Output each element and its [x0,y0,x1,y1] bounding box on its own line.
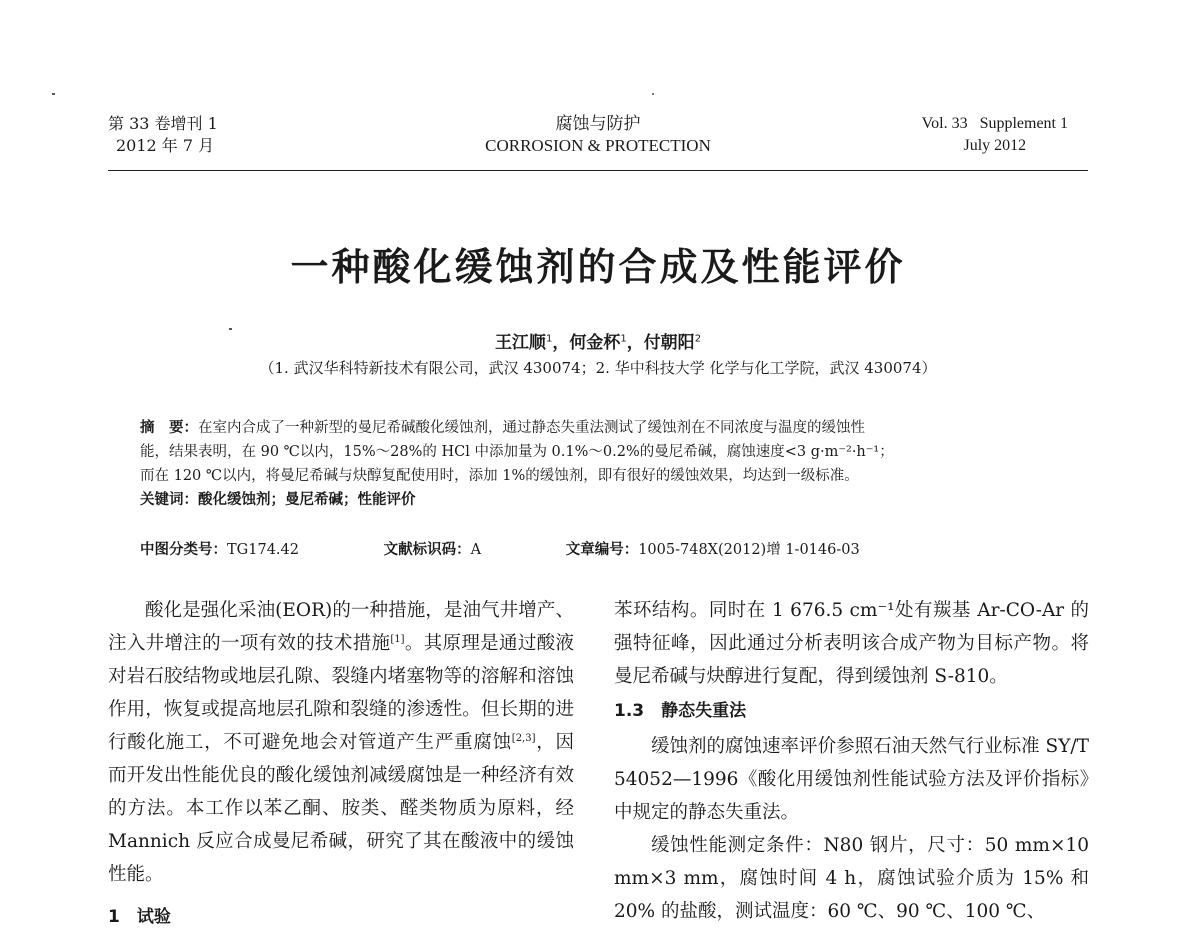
author-affiliation-mark: 1 [620,333,627,345]
section-heading: 1 试验 [108,907,171,927]
article-number-label: 文章编号： [565,542,639,558]
clc-value: TG174.42 [227,542,299,558]
header-rule [108,170,1088,171]
journal-name-cn: 腐蚀与防护 [555,114,641,134]
keywords [140,488,1080,512]
body-column-left [108,594,574,936]
affiliations: （1. 武汉华科特新技术有限公司，武汉 430074；2. 华中科技大学 化学与化工学院，武汉 430074） [259,359,937,377]
paragraph: 苯环结构。同时在 1 676.5 cm⁻¹处有羰基 Ar-CO-Ar 的强特征峰，因此通过分析表明该合成产物为目标产物。将曼尼希碱与炔醇进行复配，得到缓蚀剂 S-810。 [614,600,1089,687]
doc-code-label: 文献标识码： [383,542,471,558]
classification-info [140,538,940,559]
author-separator: ， [552,333,570,353]
volume-en: Vol. 33 Supplement 1 [921,115,1068,132]
abstract-line [140,416,1080,440]
paragraph-text: 酸化是强化采油(EOR)的一种措施，是油气井增产、注入井增注的一项有效的技术措施 [108,600,574,654]
keywords-text: 酸化缓蚀剂；曼尼希碱；性能评价 [198,492,416,508]
scan-speck [652,93,654,95]
author-list [0,328,1196,353]
date-en: July 2012 [963,137,1027,154]
article-number-value: 1005-748X(2012)增 1-0146-03 [638,542,860,558]
author-name: 何金杯 [569,333,621,353]
abstract [140,416,1080,512]
author-separator: ， [626,333,644,353]
volume-issue: 第 33 卷增刊 1 [108,114,218,133]
journal-name-en: CORROSION & PROTECTION [485,136,711,155]
section-heading: 1.3 静态失重法 [614,701,747,721]
author-affiliation-mark: 1 [545,333,553,345]
doc-code-value: A [470,542,482,558]
paragraph: 缓蚀剂的腐蚀速率评价参照石油天然气行业标准 SY/T 54052—1996《酸化用缓蚀剂性能试验方法及评价指标》中规定的静态失重法。 [614,736,1089,823]
author-affiliation-mark: 2 [694,333,702,345]
body-column-right [614,594,1089,928]
clc-label: 中图分类号： [140,542,227,558]
article-title: 一种酸化缓蚀剂的合成及性能评价 [290,245,906,289]
abstract-text: 在室内合成了一种新型的曼尼希碱酸化缓蚀剂，通过静态失重法测试了缓蚀剂在不同浓度与温度的缓蚀性 [198,420,865,436]
issue-date: 2012 年 7 月 [116,136,215,155]
citation: [2,3] [511,732,536,744]
abstract-line: 能，结果表明，在 90 ℃以内，15%～28%的 HCl 中添加量为 0.1%～0.2%的曼尼希碱，腐蚀速度<3 g·m⁻²·h⁻¹； [140,444,894,460]
author-name: 付朝阳 [643,333,695,353]
author-name: 王江顺 [494,333,546,353]
citation: [1] [390,633,405,645]
journal-volume-en [922,113,1068,157]
keywords-label: 关键词： [140,492,198,508]
paragraph-text: 。其原理是通过酸液对岩石胶结物或地层孔隙、裂缝内堵塞物等的溶解和溶蚀作用，恢复或提高地层孔隙和裂缝的渗透性。但长期的进行酸化施工，不可避免地会对管道产生严重腐蚀 [108,633,574,753]
intro-paragraph [108,594,574,891]
abstract-label: 摘 要： [140,420,198,436]
scan-speck [52,93,55,95]
abstract-line: 而在 120 ℃以内，将曼尼希碱与炔醇复配使用时，添加 1%的缓蚀剂，即有很好的缓蚀效果，均达到一级标准。 [140,468,859,484]
paragraph: 缓蚀性能测定条件：N80 钢片，尺寸：50 mm×10 mm×3 mm，腐蚀时间 4 h，腐蚀试验介质为 15% 和 20% 的盐酸，测试温度：60 ℃、90 ℃、100 ℃、 [614,835,1089,922]
paragraph-text: ，因而开发出性能优良的酸化缓蚀剂减缓腐蚀是一种经济有效的方法。本工作以苯乙酮、胺类、醛类物质为原料，经 Mannich 反应合成曼尼希碱，研究了其在酸液中的缓蚀性能。 [108,732,574,885]
